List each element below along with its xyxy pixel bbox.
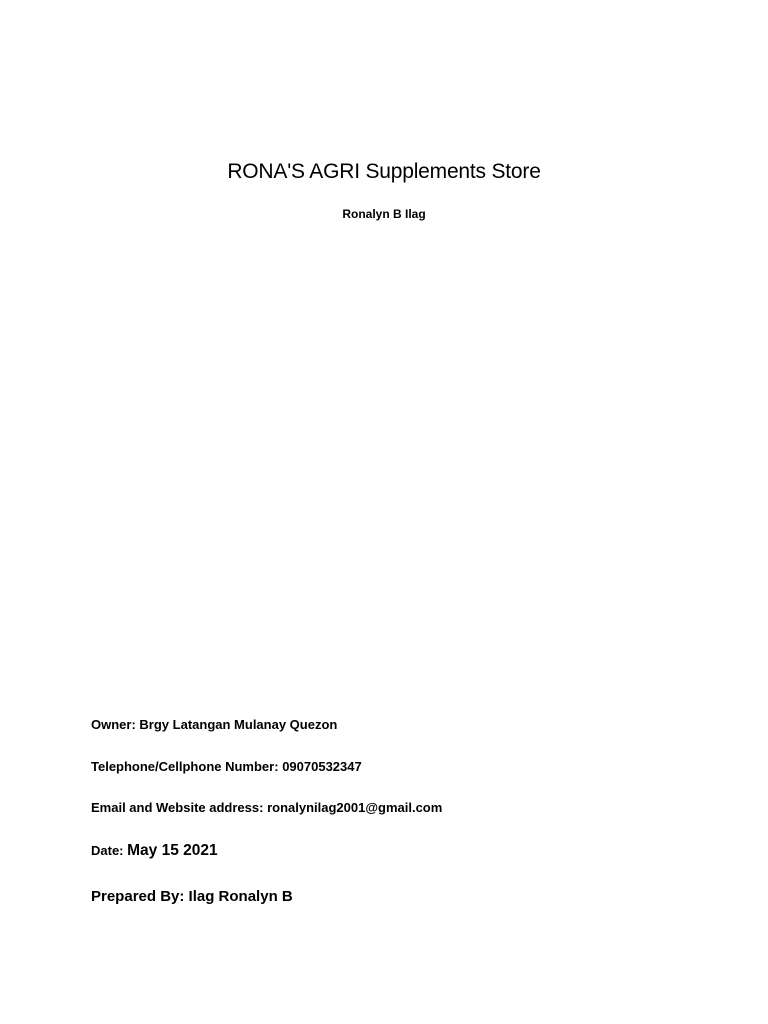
phone-label: Telephone/Cellphone Number: <box>91 759 279 774</box>
email-line <box>91 800 442 815</box>
date-value: May 15 2021 <box>127 842 218 859</box>
owner-line <box>91 717 337 732</box>
author-name: Ronalyn B Ilag <box>342 207 426 221</box>
date-line <box>91 842 218 860</box>
date-label: Date: <box>91 843 124 858</box>
owner-label: Owner: <box>91 717 136 732</box>
owner-value: Brgy Latangan Mulanay Quezon <box>139 717 338 732</box>
email-value: ronalynilag2001@gmail.com <box>267 800 443 815</box>
document-title: RONA'S AGRI Supplements Store <box>227 160 541 183</box>
phone-line <box>91 759 362 774</box>
email-label: Email and Website address: <box>91 800 264 815</box>
prepared-by-value: Ilag Ronalyn B <box>188 888 293 905</box>
phone-value: 09070532347 <box>282 759 362 774</box>
prepared-by-line <box>91 888 293 905</box>
prepared-by-label: Prepared By: <box>91 888 185 905</box>
